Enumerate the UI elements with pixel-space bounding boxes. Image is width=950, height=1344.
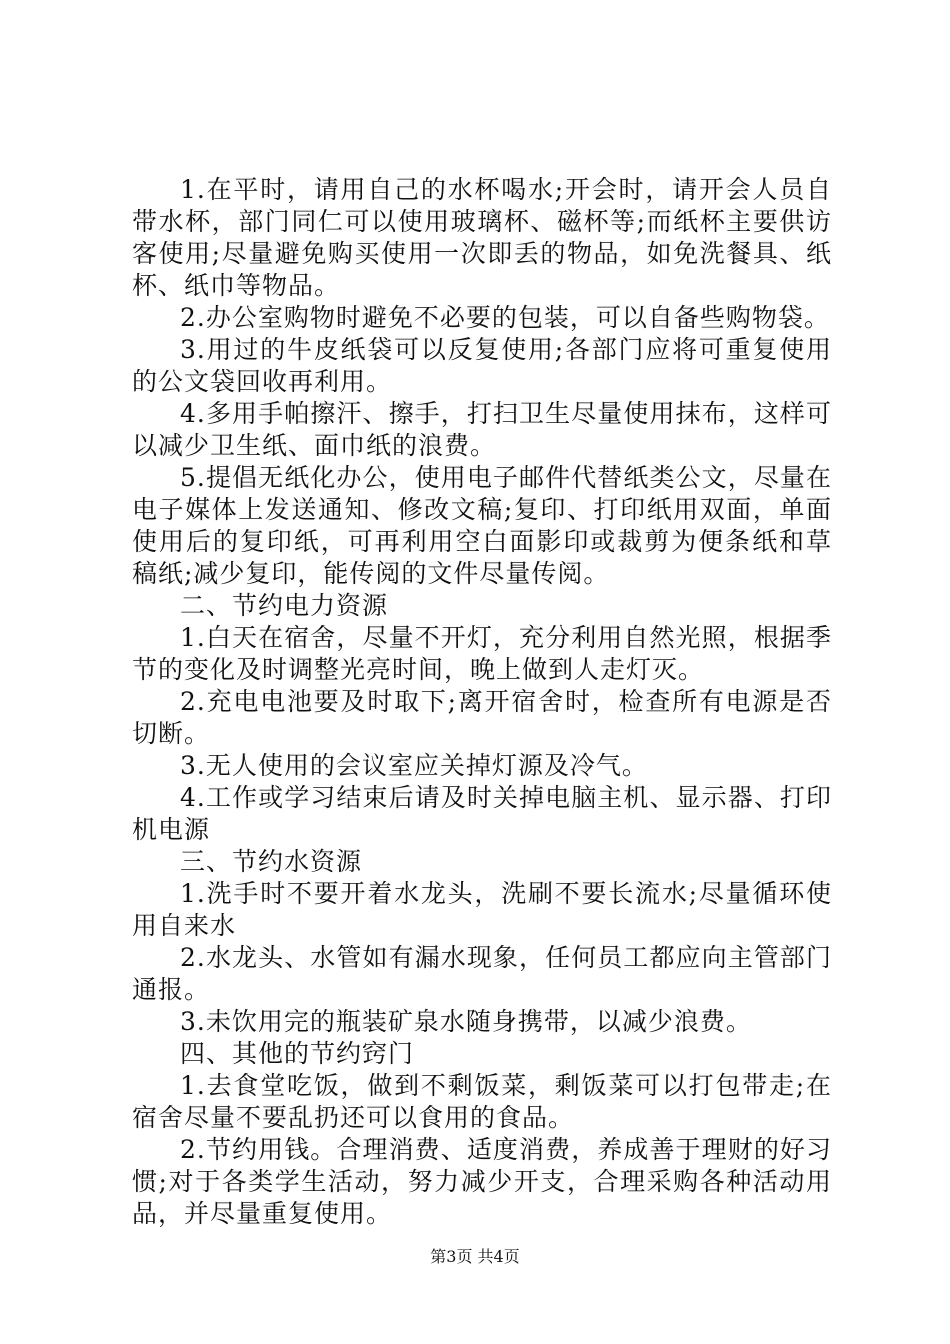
section-heading-water: 三、节约水资源 bbox=[180, 847, 363, 876]
section-heading-electricity: 二、节约电力资源 bbox=[180, 591, 389, 620]
paragraph-electricity-2: 2.充电电池要及时取下;离开宿舍时，检查所有电源是否切断。 bbox=[132, 687, 832, 748]
paragraph-electricity-3: 3.无人使用的会议室应关掉灯源及冷气。 bbox=[180, 751, 648, 780]
section-heading-other: 四、其他的节约窍门 bbox=[180, 1039, 415, 1068]
paragraph-item-1: 1.在平时，请用自己的水杯喝水;开会时，请开会人员自带水杯，部门同仁可以使用玻璃杯、磁杯等;而纸杯主要供访客使用;尽量避免购买使用一次即丢的物品，如免洗餐具、纸杯、纸巾等物品。 bbox=[132, 175, 832, 300]
paragraph-item-5: 5.提倡无纸化办公，使用电子邮件代替纸类公文，尽量在电子媒体上发送通知、修改文稿;复印、打印纸用双面，单面使用后的复印纸，可再利用空白面影印或裁剪为便条纸和草稿纸;减少复印，能传阅的文件尽量传阅。 bbox=[132, 463, 832, 588]
paragraph-other-1: 1.去食堂吃饭，做到不剩饭菜，剩饭菜可以打包带走;在宿舍尽量不要乱扔还可以食用的食品。 bbox=[132, 1071, 832, 1132]
paragraph-electricity-4: 4.工作或学习结束后请及时关掉电脑主机、显示器、打印机电源 bbox=[132, 783, 832, 844]
document-body bbox=[132, 174, 832, 1230]
paragraph-item-4: 4.多用手帕擦汗、擦手，打扫卫生尽量使用抹布，这样可以减少卫生纸、面巾纸的浪费。 bbox=[132, 399, 832, 460]
paragraph-other-2: 2.节约用钱。合理消费、适度消费，养成善于理财的好习惯;对于各类学生活动，努力减少开支，合理采购各种活动用品，并尽量重复使用。 bbox=[132, 1135, 832, 1228]
page-number-footer: 第3页 共4页 bbox=[430, 1247, 520, 1266]
paragraph-water-2: 2.水龙头、水管如有漏水现象，任何员工都应向主管部门通报。 bbox=[132, 943, 832, 1004]
paragraph-water-3: 3.未饮用完的瓶装矿泉水随身携带，以减少浪费。 bbox=[180, 1007, 752, 1036]
paragraph-water-1: 1.洗手时不要开着水龙头，洗刷不要长流水;尽量循环使用自来水 bbox=[132, 879, 832, 940]
paragraph-electricity-1: 1.白天在宿舍，尽量不开灯，充分利用自然光照，根据季节的变化及时调整光亮时间，晚上做到人走灯灭。 bbox=[132, 623, 832, 684]
paragraph-item-3: 3.用过的牛皮纸袋可以反复使用;各部门应将可重复使用的公文袋回收再利用。 bbox=[132, 335, 832, 396]
paragraph-item-2: 2.办公室购物时避免不必要的包装，可以自备些购物袋。 bbox=[180, 303, 830, 332]
